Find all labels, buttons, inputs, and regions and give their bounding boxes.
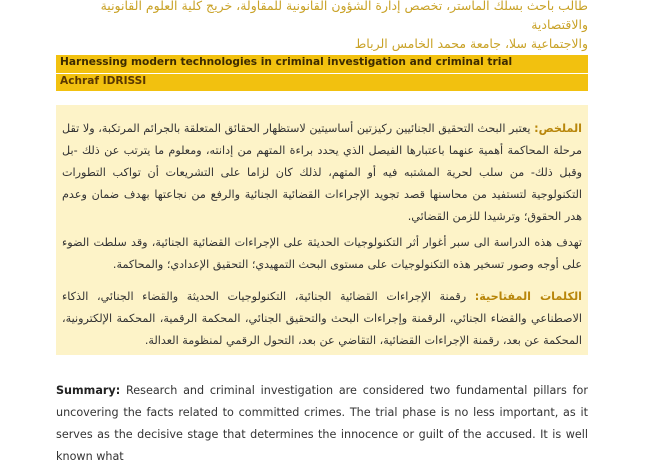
keywords-list: رقمنة الإجراءات القضائية الجنائية، التكنولوجيات الحديثة والقضاء الجنائي، الذكاء الاصطناعي والقضاء الجنائي، الرقمنة وإجراءات البحث والتحقيق الجنائي، المحكمة الرقمية، المحكمة الإلكترونية، المحكمة عن بعد، رقمنة الإجراءات القضائية، التقاضي عن بعد، التحول الرقمي لمنظومة العدالة. bbox=[62, 290, 582, 347]
abstract-label: الملخص: bbox=[534, 122, 582, 135]
article-author-english: Achraf IDRISSI bbox=[60, 75, 147, 87]
keywords-label: الكلمات المفتاحية: bbox=[474, 290, 582, 303]
affiliation-line-2: والاجتماعية سلا، جامعة محمد الخامس الرباط bbox=[354, 36, 588, 51]
article-title-band bbox=[56, 55, 588, 73]
summary-label: Summary: bbox=[56, 384, 121, 397]
arabic-keywords-paragraph bbox=[62, 286, 582, 352]
english-summary-paragraph bbox=[56, 380, 588, 468]
abstract-body: يعتبر البحث التحقيق الجنائيين ركيزتين أساسيتين لاستظهار الحقائق المتعلقة بالجرائم المرتكبة، ولا تقل مرحلة المحاكمة أهمية عنهما باعتبارها الفيصل الذي يحدد براءة المتهم من إدانته، ومعلوم ما يترتب عن ذلك -بل وقبل ذلك- من سلب لحرية المشتبه فيه أو المتهم، لذلك كان لزاما على التشريعات أن تواكب التطورات التكنولوجية لتستفيد من محاسنها قصد تجويد الإجراءات القضائية الجنائية والرفع من نجاعتها بهدف ضمان وعدم هدر الحقوق؛ وترشيدا للزمن القضائي. bbox=[62, 122, 582, 223]
affiliation-line-1: طالب باحث بسلك الماستر، تخصص إدارة الشؤون القانونية للمقاولة، خريج كلية العلوم القانونية والاقتصادية bbox=[100, 0, 588, 32]
article-title-english: Harnessing modern technologies in criminal investigation and criminal trial bbox=[60, 56, 513, 68]
author-affiliation-arabic bbox=[56, 0, 588, 51]
summary-body: Research and criminal investigation are considered two fundamental pillars for uncovering the facts related to committed crimes. The trial phase is no less important, as it serves as the decisive stage that determines the innocence or guilt of the accused. It is well known what bbox=[56, 384, 588, 463]
article-author-band bbox=[56, 74, 588, 91]
arabic-abstract-paragraph bbox=[62, 118, 582, 228]
arabic-aim-paragraph: تهدف هذه الدراسة الى سبر أغوار أثر التكنولوجيات الحديثة على الإجراءات القضائية الجنائية، وقد سلطت الضوء على أوجه وصور تسخير هذه التكنولوجيات على مستوى البحث التمهيدي؛ التحقيق الإعدادي؛ والمحاكمة. bbox=[62, 236, 582, 271]
